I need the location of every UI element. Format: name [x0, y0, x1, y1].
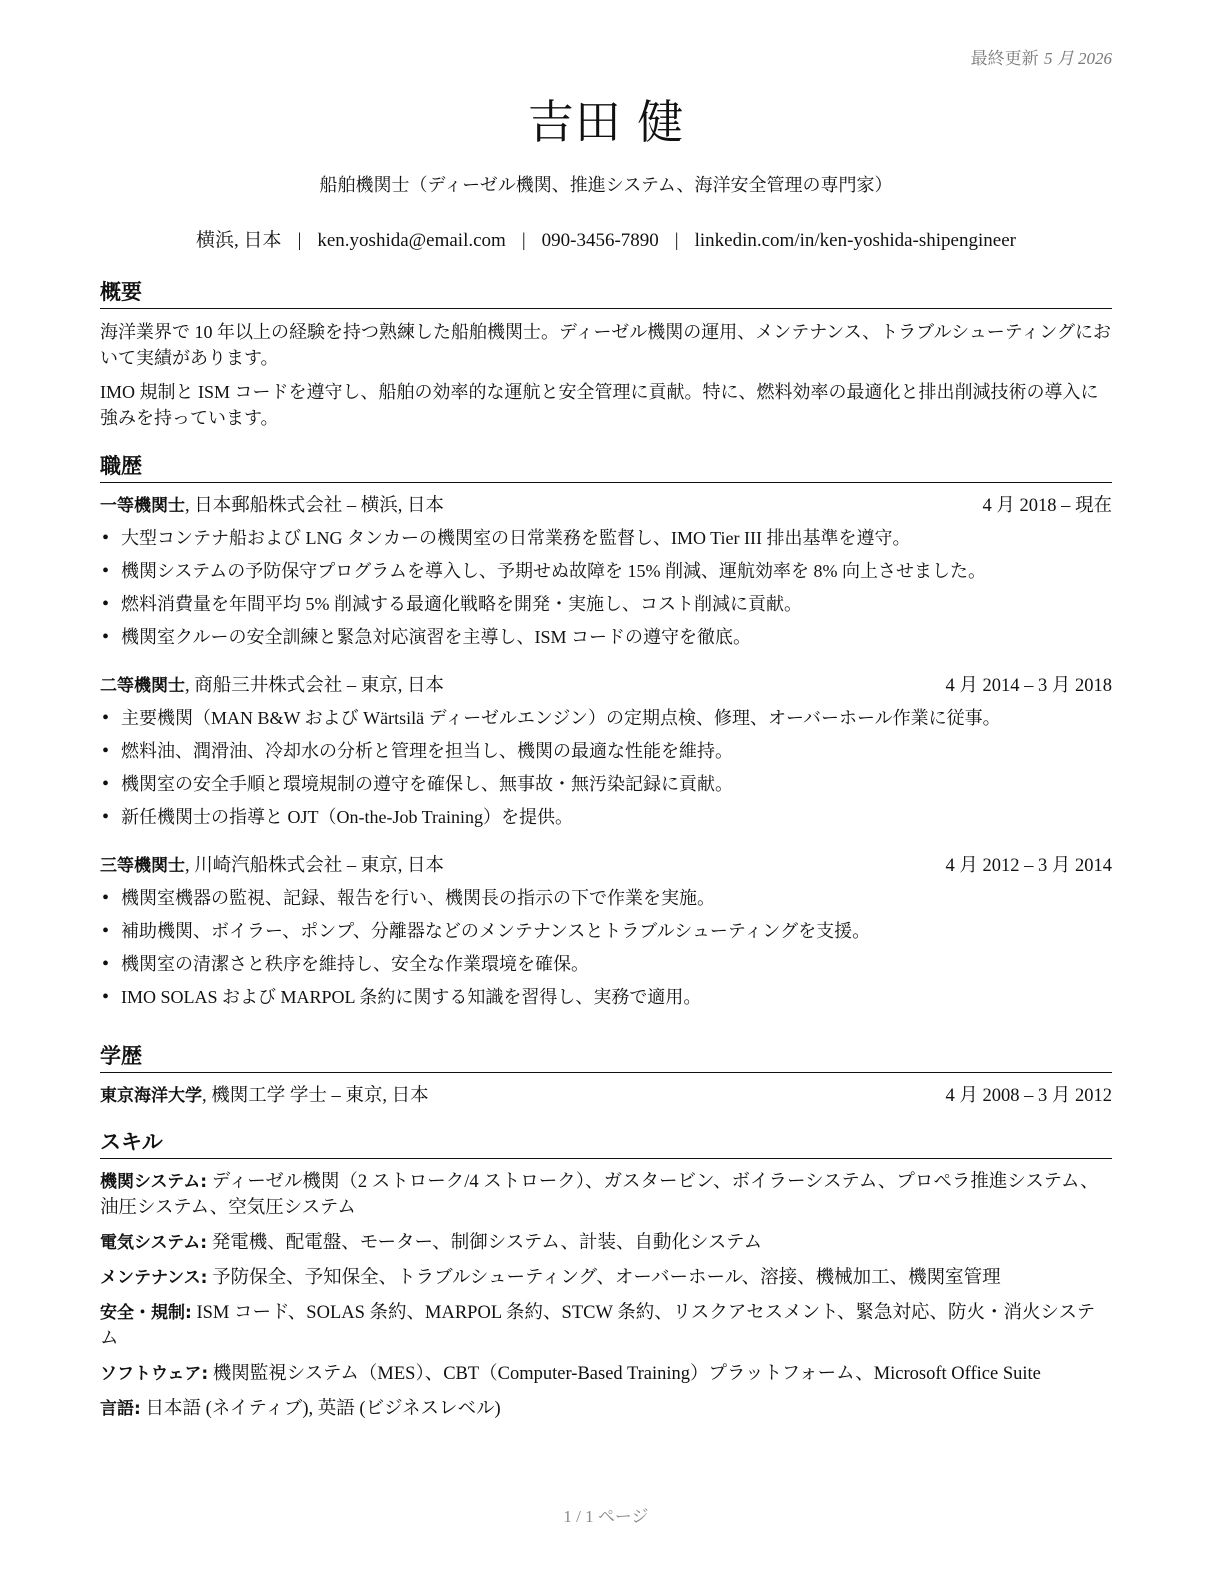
list-item: • 大型コンテナ船および LNG タンカーの機関室の日常業務を監督し、IMO Tier III 排出基準を遵守。	[100, 523, 1112, 556]
skill-label: メンテナンス:	[100, 1268, 208, 1288]
list-item: • 機関システムの予防保守プログラムを導入し、予期せぬ故障を 15% 削減、運航効率を 8% 向上させました。	[100, 556, 1112, 589]
list-item: • 機関室の清潔さと秩序を維持し、安全な作業環境を確保。	[100, 949, 1112, 982]
summary-paragraph: 海洋業界で 10 年以上の経験を持つ熟練した船舶機関士。ディーゼル機関の運用、メンテナンス、トラブルシューティングにおいて実績があります。	[100, 322, 1111, 368]
contact-separator: |	[674, 230, 679, 251]
skill-text: ディーゼル機関（2 ストローク/4 ストローク）、ガスタービン、ボイラーシステム、プロペラ推進システム、油圧システム、空気圧システム	[100, 1172, 1099, 1218]
skill-text: 発電機、配電盤、モーター、制御システム、計装、自動化システム	[207, 1233, 763, 1253]
contact-linkedin[interactable]: linkedin.com/in/ken-yoshida-shipengineer	[694, 230, 1016, 251]
education-entry	[100, 1083, 1112, 1109]
job-header	[100, 853, 1112, 879]
skills-section	[100, 1128, 1112, 1431]
last-updated	[971, 44, 1112, 69]
list-item: • 機関室の安全手順と環境規制の遵守を確保し、無事故・無汚染記録に貢献。	[100, 769, 1112, 802]
skill-line	[100, 1265, 1112, 1291]
candidate-tagline: 船舶機関士（ディーゼル機関、推進システム、海洋安全管理の専門家）	[319, 175, 893, 196]
list-item: • 主要機関（MAN B&W および Wärtsilä ディーゼルエンジン）の定期点検、修理、オーバーホール作業に従事。	[100, 703, 1112, 736]
skill-line	[100, 1396, 1112, 1422]
contact-separator: |	[297, 230, 302, 251]
job-org: , 商船三井株式会社 – 東京, 日本	[185, 676, 445, 696]
section-title-skills: スキル	[100, 1128, 1112, 1159]
job-org: , 川崎汽船株式会社 – 東京, 日本	[185, 856, 445, 876]
job-entry	[100, 853, 1112, 1015]
last-updated-date: 5 月 2026	[1044, 49, 1112, 68]
job-entry	[100, 493, 1112, 655]
list-item: • 機関室クルーの安全訓練と緊急対応演習を主導し、ISM コードの遵守を徹底。	[100, 622, 1112, 655]
contact-line	[100, 225, 1112, 252]
job-header	[100, 673, 1112, 699]
summary-section	[100, 278, 1112, 439]
job-header	[100, 493, 1112, 519]
list-item: • IMO SOLAS および MARPOL 条約に関する知識を習得し、実務で適用。	[100, 982, 1112, 1015]
skill-label: ソフトウェア:	[100, 1364, 209, 1384]
list-item: • 補助機関、ボイラー、ポンプ、分離器などのメンテナンスとトラブルシューティングを支援。	[100, 916, 1112, 949]
page-number: 1 / 1 ページ	[563, 1507, 649, 1526]
section-title-experience: 職歴	[100, 452, 1112, 483]
resume-page	[100, 0, 1112, 1584]
contact-location: 横浜, 日本	[196, 230, 282, 251]
skill-label: 機関システム:	[100, 1172, 208, 1192]
list-item: • 燃料油、潤滑油、冷却水の分析と管理を担当し、機関の最適な性能を維持。	[100, 736, 1112, 769]
skill-label: 言語:	[100, 1399, 141, 1419]
skill-text: 予防保全、予知保全、トラブルシューティング、オーバーホール、溶接、機械加工、機関室管理	[207, 1268, 1001, 1288]
list-item: • 新任機関士の指導と OJT（On-the-Job Training）を提供。	[100, 802, 1112, 835]
section-title-summary: 概要	[100, 278, 1112, 309]
contact-separator: |	[521, 230, 526, 251]
skill-label: 安全・規制:	[100, 1303, 192, 1323]
job-dates: 4 月 2012 – 3 月 2014	[945, 856, 1112, 876]
summary-paragraph: IMO 規制と ISM コードを遵守し、船舶の効率的な運航と安全管理に貢献。特に、燃料効率の最適化と排出削減技術の導入に強みを持っています。	[100, 382, 1099, 428]
job-dates: 4 月 2014 – 3 月 2018	[945, 676, 1112, 696]
list-item: • 燃料消費量を年間平均 5% 削減する最適化戦略を開発・実施し、コスト削減に貢献。	[100, 589, 1112, 622]
contact-email[interactable]: ken.yoshida@email.com	[317, 230, 506, 251]
experience-section	[100, 452, 1112, 1015]
job-org: , 日本郵船株式会社 – 横浜, 日本	[185, 496, 445, 516]
education-section	[100, 1042, 1112, 1109]
skill-line	[100, 1169, 1112, 1221]
job-dates: 4 月 2018 – 現在	[982, 496, 1112, 516]
skill-text: 日本語 (ネイティブ), 英語 (ビジネスレベル)	[140, 1399, 501, 1419]
job-role: 三等機関士	[100, 856, 185, 876]
school-name: 東京海洋大学	[100, 1086, 202, 1106]
section-title-education: 学歴	[100, 1042, 1112, 1073]
candidate-name: 吉田 健	[527, 95, 685, 149]
education-dates: 4 月 2008 – 3 月 2012	[945, 1086, 1112, 1106]
job-bullets	[100, 883, 1112, 1015]
skill-text: 機関監視システム（MES）、CBT（Computer-Based Training）プラットフォーム、Microsoft Office Suite	[208, 1364, 1041, 1384]
skill-label: 電気システム:	[100, 1233, 208, 1253]
contact-phone[interactable]: 090-3456-7890	[541, 230, 659, 251]
job-entry	[100, 673, 1112, 835]
job-role: 一等機関士	[100, 496, 185, 516]
skill-line	[100, 1300, 1112, 1352]
skill-line	[100, 1230, 1112, 1256]
job-bullets	[100, 523, 1112, 655]
last-updated-label: 最終更新	[970, 49, 1044, 69]
list-item: • 機関室機器の監視、記録、報告を行い、機関長の指示の下で作業を実施。	[100, 883, 1112, 916]
skill-text: ISM コード、SOLAS 条約、MARPOL 条約、STCW 条約、リスクアセスメント、緊急対応、防火・消火システム	[100, 1303, 1096, 1349]
job-role: 二等機関士	[100, 676, 185, 696]
job-bullets	[100, 703, 1112, 835]
degree-detail: , 機関工学 学士 – 東京, 日本	[202, 1086, 429, 1106]
skill-line	[100, 1361, 1112, 1387]
